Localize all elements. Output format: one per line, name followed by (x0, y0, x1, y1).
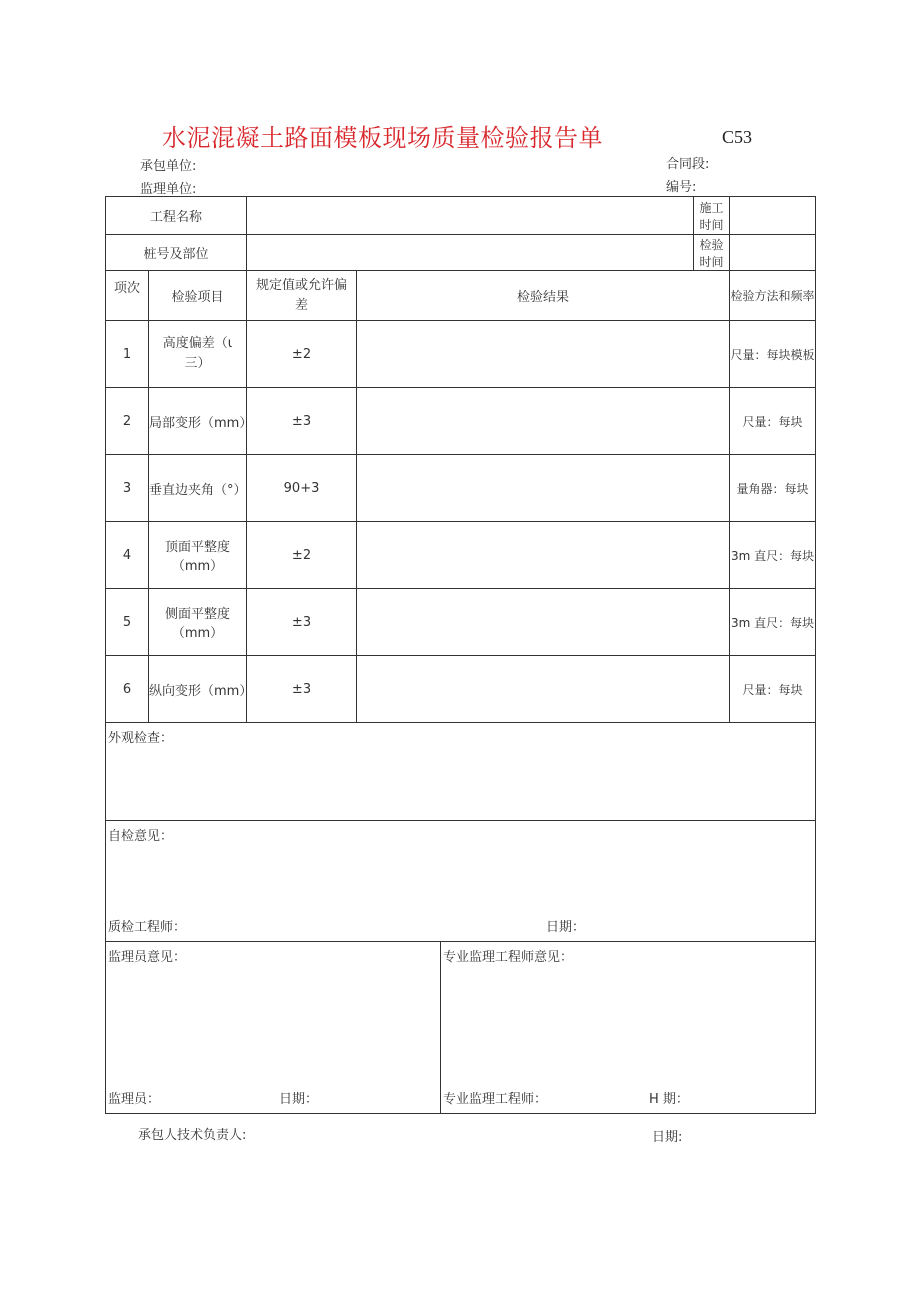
col-tolerance: 规定值或允许偏差 (247, 271, 357, 321)
supervisor-unit-label: 监理单位: (140, 182, 197, 197)
row-item: 纵向变形（mm） (149, 656, 247, 723)
tech-lead-label: 承包人技术负责人: (138, 1128, 247, 1143)
appearance-row (106, 723, 816, 821)
qc-engineer-label: 质检工程师： (108, 920, 187, 935)
supervisor-label: 监理员： (108, 1092, 161, 1107)
row-method: 尺量：每块 (730, 656, 816, 723)
supervisor-opinion-label: 监理员意见： (108, 950, 187, 965)
table-row (106, 656, 816, 723)
supervisor-opinion-field[interactable] (106, 942, 441, 1114)
contractor-label: 承包单位: (140, 159, 197, 174)
col-seq: 项次 (106, 271, 149, 321)
construction-time-field[interactable] (730, 197, 816, 235)
row-method: 尺量：每块模板 (730, 321, 816, 388)
engineer-opinion-label: 专业监理工程师意见： (443, 950, 574, 965)
appearance-field[interactable] (106, 723, 816, 821)
footer-date-label: 日期: (652, 1130, 683, 1145)
table-row (106, 589, 816, 656)
col-result: 检验结果 (357, 271, 730, 321)
row-method: 3m 直尺：每块 (730, 522, 816, 589)
number-label: 编号: (666, 180, 697, 195)
row-method: 3m 直尺：每块 (730, 589, 816, 656)
row-seq: 5 (106, 589, 149, 656)
row-seq: 1 (106, 321, 149, 388)
project-name-field[interactable] (247, 197, 694, 235)
row-tolerance: ±3 (247, 656, 357, 723)
row-result-field[interactable] (357, 656, 730, 723)
row-result-field[interactable] (357, 522, 730, 589)
info-row-station (106, 235, 816, 271)
column-header-row (106, 271, 816, 321)
col-method: 检验方法和频率 (730, 271, 816, 321)
table-row (106, 522, 816, 589)
self-check-date-label: 日期： (546, 920, 586, 935)
page-title: 水泥混凝土路面模板现场质量检验报告单 (162, 124, 603, 152)
inspection-table (105, 196, 816, 1114)
self-check-field[interactable] (106, 821, 816, 942)
row-tolerance: ±3 (247, 388, 357, 455)
row-result-field[interactable] (357, 589, 730, 656)
supervisor-date-label: 日期： (279, 1092, 319, 1107)
row-item: 垂直边夹角（°） (149, 455, 247, 522)
supervision-row (106, 942, 816, 1114)
row-result-field[interactable] (357, 388, 730, 455)
station-field[interactable] (247, 235, 694, 271)
info-row-project (106, 197, 816, 235)
inspection-time-label: 检验时间 (694, 235, 730, 271)
row-item: 局部变形（mm） (149, 388, 247, 455)
row-item: 高度偏差（ι 三） (149, 321, 247, 388)
project-name-label: 工程名称 (106, 197, 247, 235)
row-tolerance: ±2 (247, 321, 357, 388)
table-row (106, 321, 816, 388)
row-item: 侧面平整度（mm） (149, 589, 247, 656)
construction-time-label: 施工时间 (694, 197, 730, 235)
row-method: 尺量：每块 (730, 388, 816, 455)
engineer-opinion-field[interactable] (441, 942, 816, 1114)
engineer-date-label: H 期： (649, 1092, 689, 1107)
row-seq: 4 (106, 522, 149, 589)
row-seq: 3 (106, 455, 149, 522)
self-check-label: 自检意见： (108, 829, 174, 844)
row-tolerance: 90+3 (247, 455, 357, 522)
col-item: 检验项目 (149, 271, 247, 321)
row-tolerance: ±3 (247, 589, 357, 656)
contract-section-label: 合同段: (666, 157, 710, 172)
row-seq: 2 (106, 388, 149, 455)
table-row (106, 388, 816, 455)
engineer-label: 专业监理工程师： (443, 1092, 548, 1107)
appearance-label: 外观检查： (108, 731, 174, 746)
form-code: C53 (722, 127, 753, 147)
row-result-field[interactable] (357, 321, 730, 388)
row-item: 顶面平整度（mm） (149, 522, 247, 589)
station-label: 桩号及部位 (106, 235, 247, 271)
inspection-time-field[interactable] (730, 235, 816, 271)
table-row (106, 455, 816, 522)
row-tolerance: ±2 (247, 522, 357, 589)
row-method: 量角器：每块 (730, 455, 816, 522)
self-check-row (106, 821, 816, 942)
row-seq: 6 (106, 656, 149, 723)
row-result-field[interactable] (357, 455, 730, 522)
